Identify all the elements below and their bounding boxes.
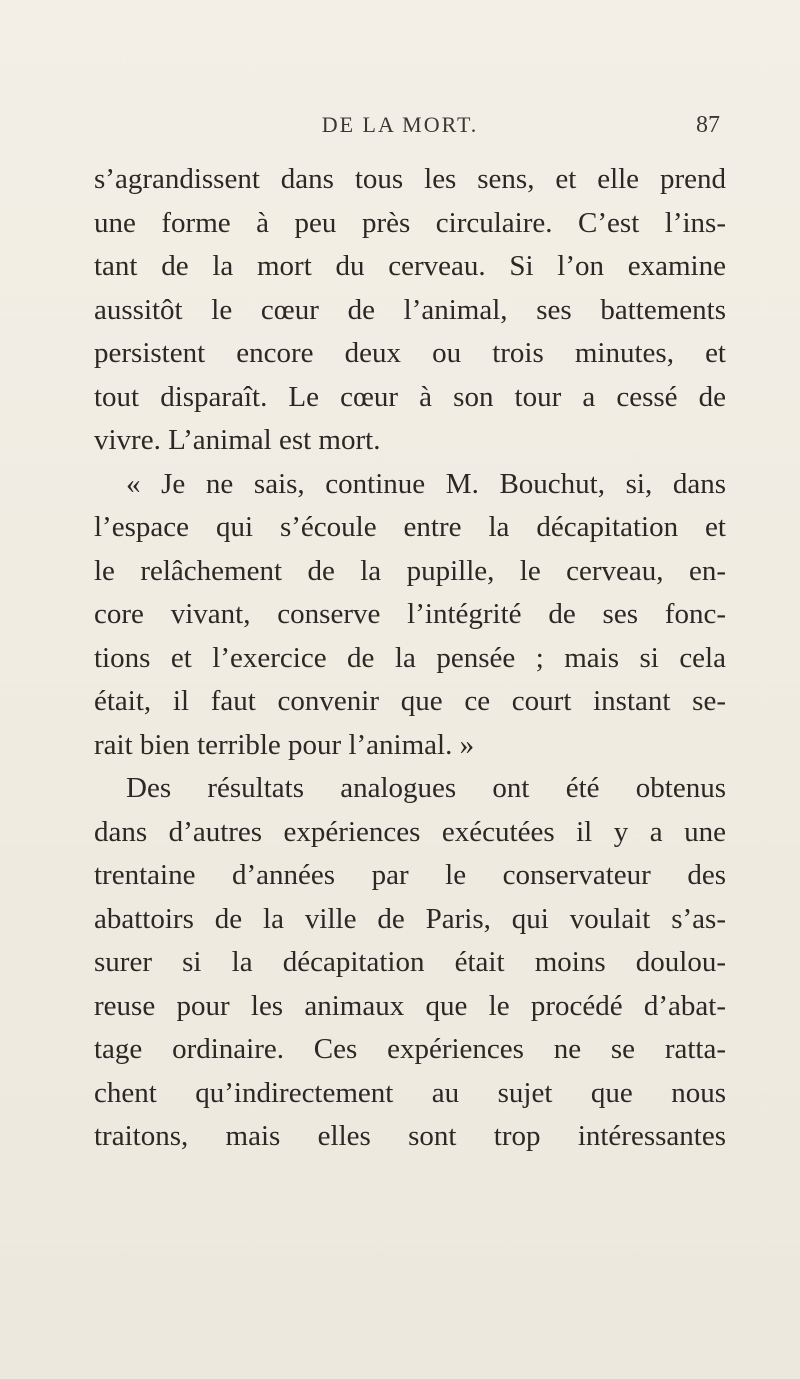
text-line: était, il faut convenir que ce court instant se-: [94, 685, 726, 717]
text-line: trentaine d’années par le conservateur des: [94, 859, 726, 891]
text-line: abattoirs de la ville de Paris, qui voulait s’as-: [94, 902, 726, 935]
text-line: rait bien terrible pour l’animal. »: [94, 728, 475, 761]
running-head: [80, 112, 720, 144]
text-line: chent qu’indirectement au sujet que nous: [94, 1076, 726, 1109]
text-line: core vivant, conserve l’intégrité de ses fonc-: [94, 598, 726, 630]
text-line: tout disparaît. Le cœur à son tour a cessé de: [94, 380, 726, 413]
text-line: surer si la décapitation était moins doulou-: [94, 946, 726, 978]
text-line: persistent encore deux ou trois minutes, et: [94, 337, 726, 369]
text-line: s’agrandissent dans tous les sens, et elle prend: [94, 163, 726, 195]
text-line: traitons, mais elles sont trop intéressantes: [94, 1120, 726, 1152]
text-line: une forme à peu près circulaire. C’est l’ins-: [94, 206, 726, 239]
text-line: dans d’autres expériences exécutées il y a une: [94, 815, 726, 848]
text-line: « Je ne sais, continue M. Bouchut, si, dans: [126, 467, 726, 500]
text-line: tant de la mort du cerveau. Si l’on examine: [94, 250, 726, 282]
text-line: tions et l’exercice de la pensée ; mais si cela: [94, 641, 726, 674]
page-number: 87: [696, 112, 720, 138]
text-line: le relâchement de la pupille, le cerveau, en-: [94, 554, 726, 587]
text-line: l’espace qui s’écoule entre la décapitation et: [94, 511, 726, 543]
text-line: vivre. L’animal est mort.: [94, 424, 381, 456]
text-line: aussitôt le cœur de l’animal, ses battements: [94, 293, 726, 326]
running-title: DE LA MORT.: [321, 112, 479, 137]
body-text: [94, 158, 726, 1159]
text-line: Des résultats analogues ont été obtenus: [126, 772, 726, 804]
text-line: tage ordinaire. Ces expériences ne se ratta-: [94, 1033, 726, 1065]
text-line: reuse pour les animaux que le procédé d’abat-: [94, 989, 726, 1022]
